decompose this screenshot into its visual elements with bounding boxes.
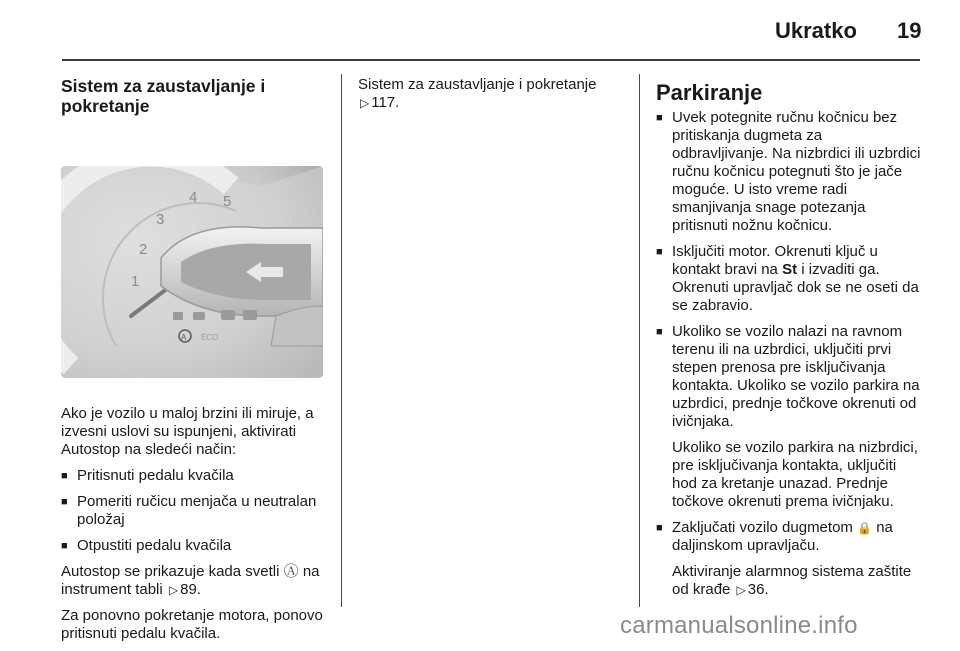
page-header-title: Ukratko [775,18,857,43]
paragraph-restart: Za ponovno pokretanje motora, ponovo pritisnuti pedalu kvačila. [61,607,323,642]
list-item: ■ Otpustiti pedalu kvačila [61,537,327,555]
list-item-continuation: Ukoliko se vozilo parkira na nizbrdici, pre isključivanja kontakta, uključiti hod za kretanje unazad. Prednje točkove okrenuti prema ivičnjaku. [672,439,918,510]
cross-reference-page: 117. [371,94,400,111]
svg-text:3: 3 [156,211,165,228]
lock-icon: 🔒 [857,521,873,535]
ignition-position-label: St [782,261,798,278]
paragraph-autostop-conditions: Ako je vozilo u maloj brzini ili miruje, a izvesni uslovi su ispunjeni, aktivirati Autostop na sledeći način: [61,405,314,458]
list-item: ■ Ukoliko se vozilo nalazi na ravnom terenu ili na uzbrdici, uključiti prvi stepen prenosa pre isključivanja kontakta. Ukoliko se vozilo parkira na uzbrdici, prednje točkove okrenuti od ivičnjaka. [656,323,922,431]
svg-text:4: 4 [189,189,198,206]
page-reference-arrow-icon: ▷ [736,583,746,597]
header-rule [62,59,920,61]
column-parking [656,80,922,607]
instrument-cluster-image [61,166,323,378]
column-stop-start [61,76,327,651]
page-reference-arrow-icon: ▷ [168,583,179,597]
column-divider-right [639,74,640,607]
column-cross-reference [358,76,628,120]
watermark: carmanualsonline.info [620,612,858,639]
column-divider-left [341,74,342,607]
eco-label: ECO [201,333,219,342]
autostop-icon: Ⓐ [283,563,299,580]
paragraph-autostop-indicator: Autostop se prikazuje kada svetli Ⓐ na instrument tabli ▷ 89. [61,563,320,598]
svg-text:2: 2 [139,241,148,258]
list-item-continuation: Aktiviranje alarmnog sistema zaštite od krađe ▷ 36. [672,563,912,598]
cross-reference-text: Sistem za zaustavljanje i pokretanje [358,76,597,93]
list-item: ■ Pomeriti ručicu menjača u neutralan položaj [61,493,327,529]
page-reference-arrow-icon: ▷ [360,96,370,110]
svg-text:5: 5 [223,193,232,210]
svg-text:A: A [181,333,187,342]
section-heading-parking: Parkiranje [656,80,763,105]
list-item: ■ Uvek potegnite ručnu kočnicu bez pritiskanja dugmeta za odbravljivanje. Na nizbrdici ili uzbrdici ručnu kočnicu potegnuti što je jače moguće. U isto vreme radi smanjivanja snage potezanja pritisnuti nožnu kočnicu. [656,109,922,235]
list-item: ■ Pritisnuti pedalu kvačila [61,467,327,485]
list-item: ■ Zaključati vozilo dugmetom 🔒 na daljinskom upravljaču. [656,519,922,555]
page-number: 19 [897,18,922,43]
list-item: ■ Isključiti motor. Okrenuti ključ u kontakt bravi na St i izvaditi ga. Okrenuti upravljač dok se ne oseti da se zabravio. [656,243,922,315]
svg-text:1: 1 [131,273,140,290]
section-heading-stop-start: Sistem za zaustavljanje i pokretanje [61,76,266,116]
